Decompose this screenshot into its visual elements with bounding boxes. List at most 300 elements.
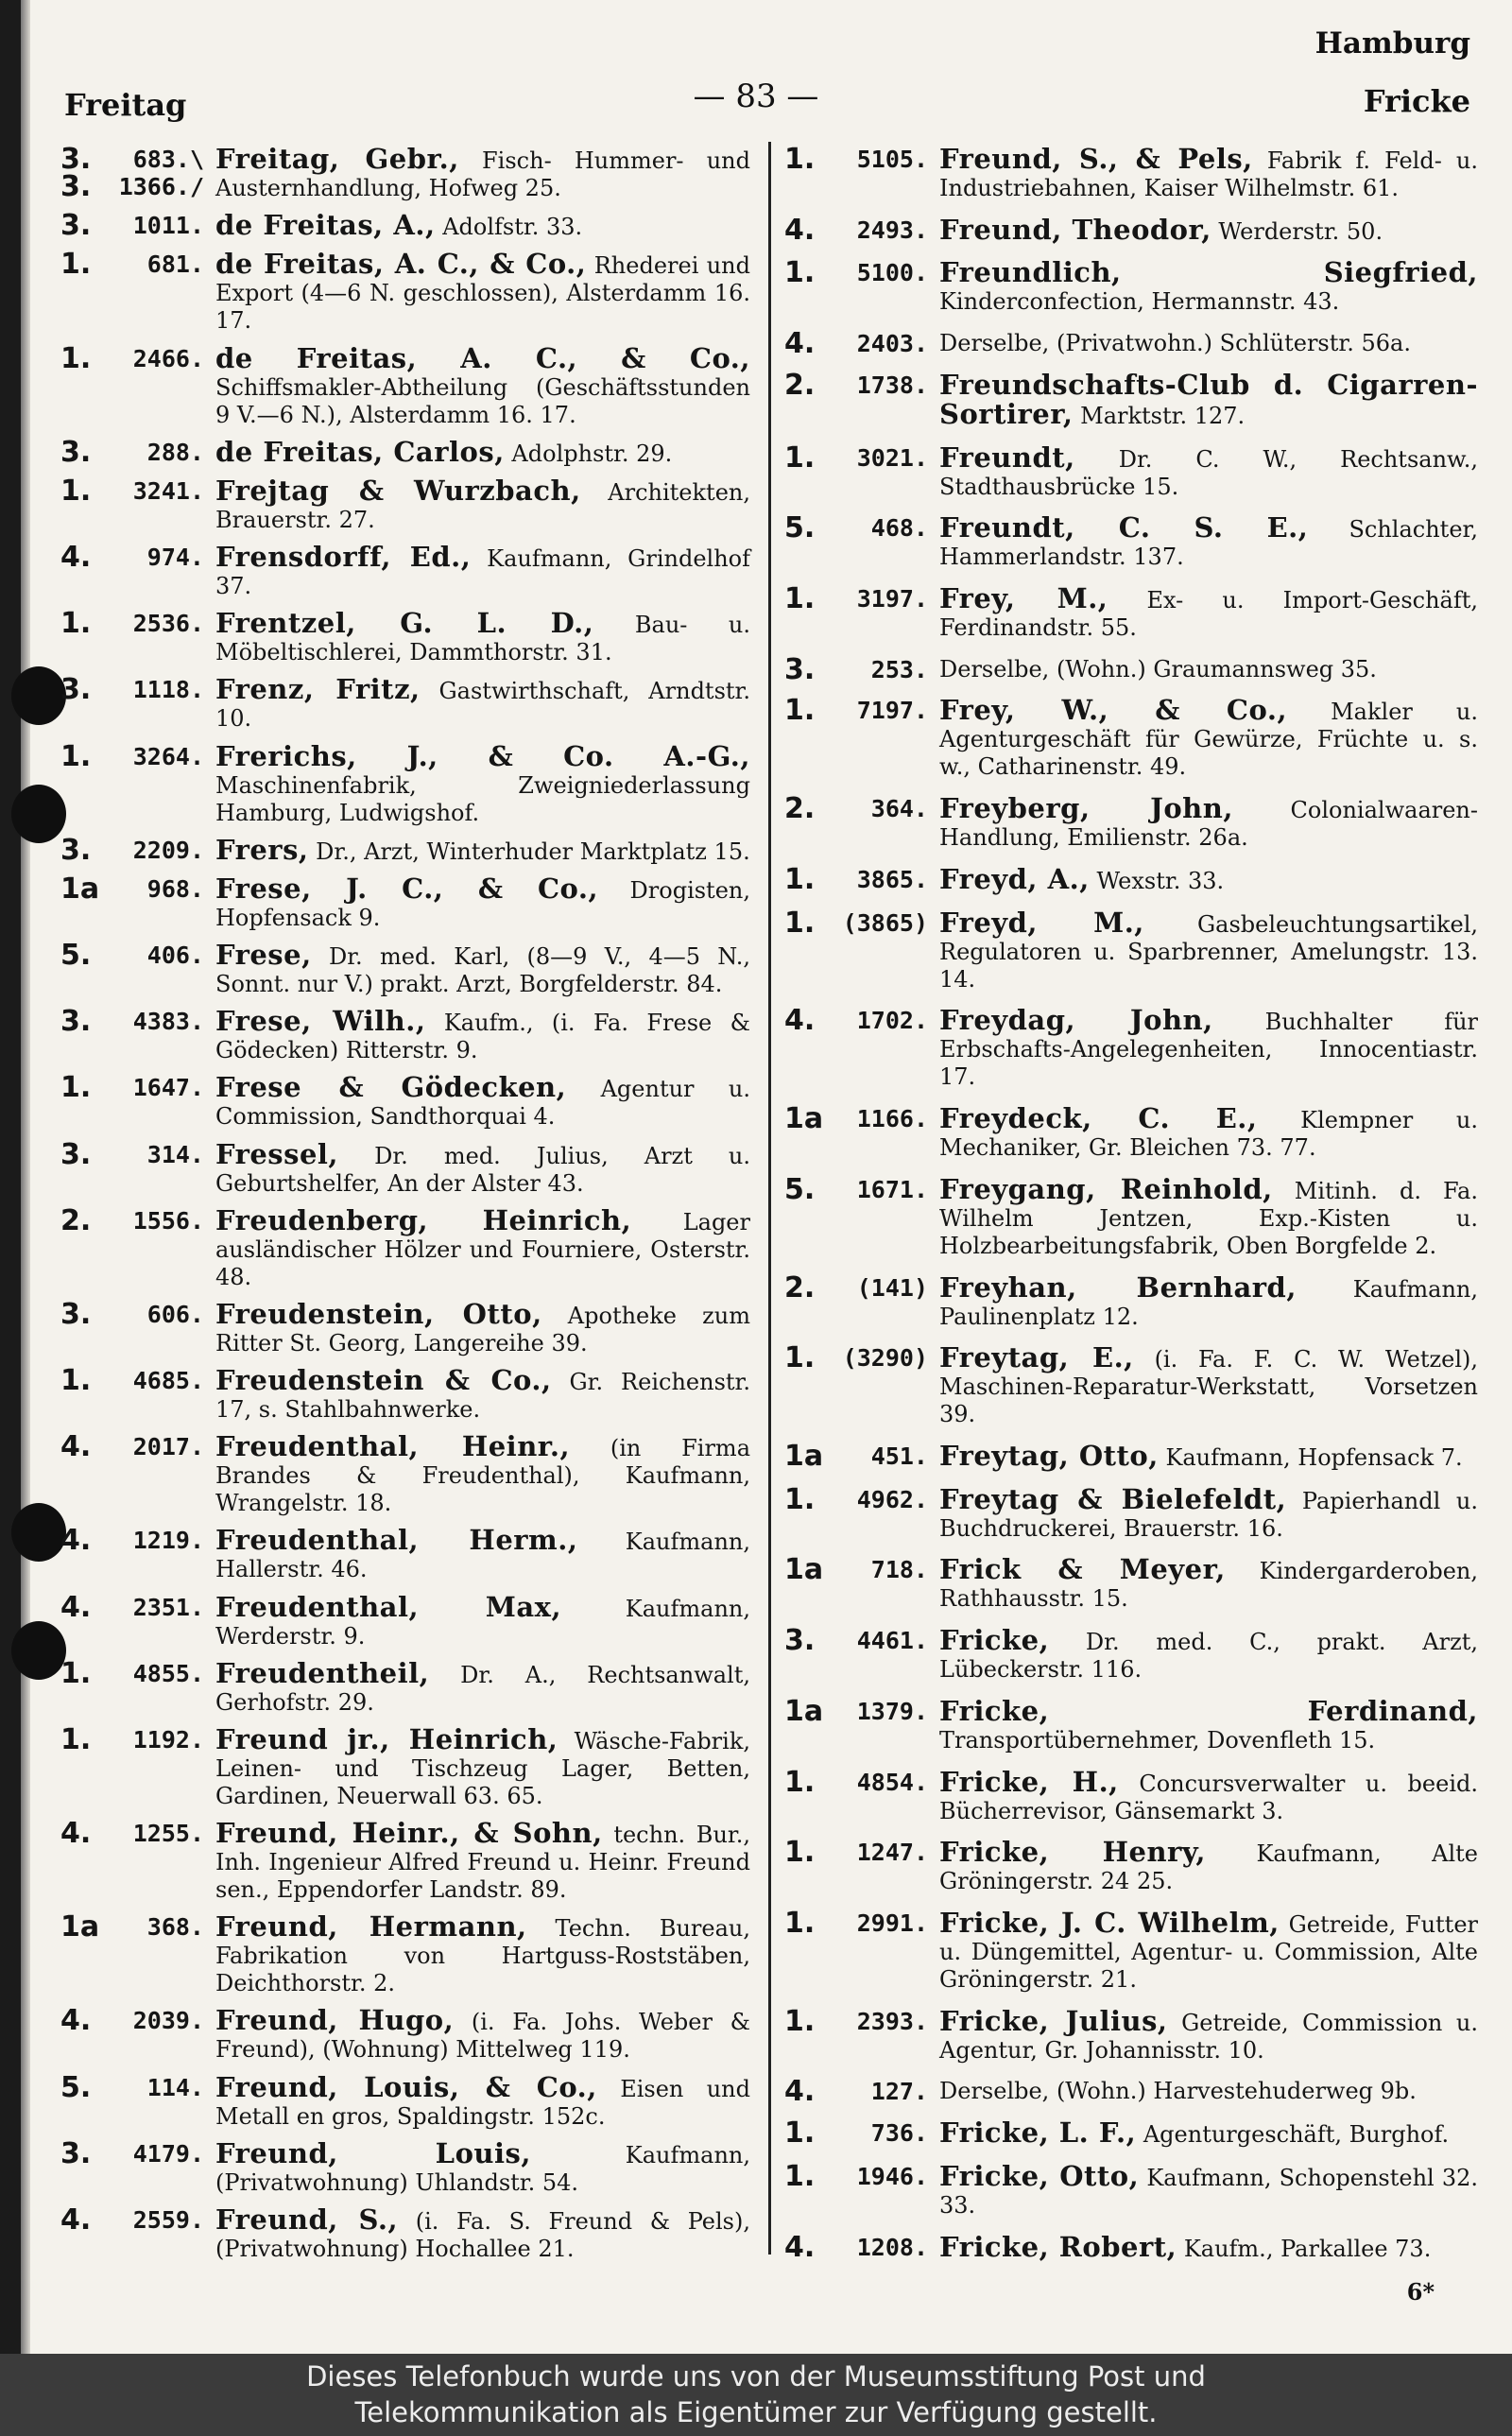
directory-entry — [784, 582, 1478, 642]
district-number: 1. — [784, 2116, 816, 2151]
phone-number: 606. — [146, 1300, 204, 1328]
subscriber-name: Freytag, E., — [939, 1341, 1134, 1374]
phone-number: 7197. — [856, 697, 928, 725]
subscriber-details: Ex- u. Import-Geschäft, Ferdinandstr. 55. — [939, 587, 1478, 642]
subscriber-name: Fricke, L. F., — [939, 2116, 1137, 2150]
phone-number: 288. — [146, 438, 204, 466]
district-number: 4. — [784, 1004, 816, 1038]
phone-number: 4962. — [856, 1485, 928, 1513]
entry-text — [939, 1102, 1479, 1162]
footer-text: Dieses Telefonbuch wurde uns von der Museumsstiftung Post und Telekommunikation als Eigentümer zur Verfügung gestellt. — [306, 2360, 1206, 2428]
phone-number: 4461. — [856, 1627, 928, 1655]
subscriber-details: Gasbeleuchtungsartikel, Regulatoren u. Sparbrenner, Amelungstr. 13. 14. — [939, 910, 1478, 993]
directory-entry — [784, 1270, 1478, 1331]
subscriber-name: Freudentheil, — [215, 1656, 430, 1689]
subscriber-name: Frese & Gödecken, — [215, 1071, 567, 1104]
entry-text — [215, 209, 750, 242]
phone-number: (141) — [856, 1273, 928, 1302]
subscriber-name: Frese, — [215, 939, 312, 972]
directory-entry — [784, 1906, 1478, 1994]
subscriber-name: Freund, Louis, — [215, 2136, 531, 2169]
entry-text — [939, 1270, 1478, 1331]
region-header: Hamburg — [1314, 26, 1470, 60]
entry-text — [939, 1765, 1478, 1825]
entry-text — [939, 1694, 1478, 1754]
subscriber-name: Freitag, Gebr., — [215, 143, 459, 175]
entry-text — [939, 1482, 1479, 1543]
entry-text — [939, 694, 1478, 781]
district-number: 1. — [784, 143, 816, 176]
district-number: 4. — [60, 1430, 92, 1464]
subscriber-details: Kindergarderoben, Rathhausstr. 15. — [939, 1558, 1478, 1613]
directory-entry — [784, 694, 1478, 781]
subscriber-name: Freundlich, Siegfried, — [939, 256, 1478, 289]
entry-text — [939, 1836, 1478, 1895]
phone-number: 4685. — [132, 1367, 204, 1395]
phone-number: 5100. — [856, 259, 928, 287]
district-number: 1a — [784, 1439, 824, 1473]
subscriber-name: Freudenstein & Co., — [215, 1364, 552, 1397]
phone-number: 1556. — [132, 1206, 204, 1235]
subscriber-details: Papierhandl u. Buchdruckerei, Brauerstr. 16. — [939, 1487, 1479, 1542]
directory-entry — [60, 1656, 750, 1717]
entry-text — [939, 1906, 1478, 1994]
phone-number: 974. — [146, 544, 204, 572]
district-number: 5. — [784, 511, 816, 545]
entry-text — [939, 1624, 1478, 1684]
district-number: 1a — [60, 872, 100, 906]
entry-text — [939, 656, 1478, 683]
signature-mark: 6* — [1406, 2278, 1435, 2306]
directory-entry — [60, 1590, 750, 1650]
entry-text — [215, 2136, 750, 2197]
directory-entry — [60, 209, 750, 243]
directory-entry — [60, 248, 750, 335]
entry-text — [215, 1071, 750, 1131]
directory-entry — [60, 2203, 750, 2263]
subscriber-name: Freyberg, John, — [939, 792, 1233, 825]
directory-entry — [60, 673, 750, 733]
entry-text — [215, 474, 750, 534]
subscriber-details: Kaufmann, Grindelhof 37. — [215, 545, 750, 600]
binding-hole — [11, 785, 66, 843]
subscriber-name: Freudenthal, Max, — [215, 1590, 562, 1623]
district-number: 1. — [784, 1765, 816, 1799]
phone-number: 314. — [146, 1140, 204, 1168]
entry-text — [215, 1656, 750, 1717]
subscriber-name: Freyd, A., — [939, 862, 1090, 895]
phone-number: 451. — [870, 1442, 928, 1470]
entry-text — [939, 1341, 1478, 1428]
subscriber-name: Freund, S., & Pels, — [939, 143, 1253, 175]
district-number: 3. — [60, 209, 92, 243]
phone-number: 1208. — [856, 2233, 928, 2261]
phone-number: 114. — [146, 2073, 204, 2101]
phone-number: 1379. — [856, 1697, 928, 1725]
district-number: 1a — [784, 1553, 824, 1587]
directory-entry — [784, 792, 1478, 852]
directory-entry — [784, 256, 1478, 316]
district-number: 4. — [784, 327, 816, 361]
subscriber-details: Bau- u. Möbeltischlerei, Dammthorstr. 31. — [215, 612, 751, 666]
phone-number: 4383. — [132, 1008, 204, 1036]
district-number: 1. — [60, 341, 92, 375]
entry-text — [939, 862, 1478, 895]
subscriber-details: Makler u. Agenturgeschäft für Gewürze, Früchte u. s. w., Catharinenstr. 49. — [939, 699, 1478, 781]
district-number: 3. — [60, 1297, 92, 1331]
subscriber-name: Freund, Heinr., & Sohn, — [215, 1817, 603, 1850]
district-number: 1a — [60, 1910, 100, 1944]
subscriber-details: Marktstr. 127. — [1073, 402, 1246, 429]
subscriber-name: Freund jr., Heinrich, — [215, 1722, 558, 1755]
subscriber-details: Derselbe, (Wohn.) Graumannsweg 35. — [939, 655, 1377, 682]
phone-number: 2493. — [856, 216, 928, 244]
phone-number: 1192. — [132, 1725, 204, 1754]
subscriber-details: Architekten, Brauerstr. 27. — [215, 478, 750, 533]
directory-entry — [60, 2004, 750, 2064]
phone-number: 2536. — [132, 610, 204, 638]
directory-entry — [784, 213, 1478, 247]
directory-entry — [60, 833, 750, 867]
subscriber-details: Rhederei und Export (4—6 N. geschlossen), Alsterdamm 16. 17. — [215, 252, 750, 335]
entry-text — [215, 1524, 750, 1583]
subscriber-details: Derselbe, (Privatwohn.) Schlüterstr. 56a. — [939, 330, 1411, 357]
directory-entry — [784, 143, 1478, 202]
entry-text — [215, 341, 750, 429]
entry-text — [215, 1137, 750, 1198]
subscriber-name: Frejtag & Wurzbach, — [215, 474, 581, 507]
entry-text — [939, 792, 1478, 852]
subscriber-name: Freund, Louis, & Co., — [215, 2070, 597, 2103]
entry-text — [939, 368, 1478, 430]
subscriber-name: Fricke, Julius, — [939, 2004, 1168, 2037]
district-number: 1. — [784, 906, 816, 940]
subscriber-name: Freundschafts-Club d. Cigarren-Sortirer, — [939, 368, 1478, 430]
directory-entry — [60, 143, 750, 203]
subscriber-name: Fressel, — [215, 1137, 339, 1170]
subscriber-details: Dr. C. W., Rechtsanw., Stadthausbrücke 15. — [939, 445, 1478, 500]
subscriber-name: Fricke, Robert, — [939, 2230, 1177, 2263]
entry-text — [939, 1439, 1478, 1472]
subscriber-details: techn. Bur., Inh. Ingenieur Alfred Freund u. Heinr. Freund sen., Eppendorfer Landstr. 89. — [215, 1822, 750, 1904]
subscriber-details: Drogisten, Hopfensack 9. — [215, 876, 750, 931]
subscriber-details: Colonialwaaren-Handlung, Emilienstr. 26a. — [939, 797, 1478, 852]
directory-entry — [784, 1102, 1479, 1162]
entry-text — [215, 833, 750, 866]
subscriber-details: Kaufmann, Hopfensack 7. — [1158, 1443, 1463, 1471]
directory-entry — [60, 1430, 750, 1517]
phone-number: 2403. — [856, 330, 928, 358]
directory-entry — [784, 862, 1478, 896]
entry-text — [215, 673, 750, 733]
subscriber-name: Freytag & Bielefeldt, — [939, 1482, 1287, 1515]
entry-text — [215, 1364, 750, 1424]
phone-number: 1166. — [856, 1105, 928, 1133]
phone-number: 1738. — [856, 371, 928, 399]
district-number: 1. — [784, 1482, 816, 1516]
entry-text — [939, 1172, 1478, 1260]
directory-entry — [784, 1624, 1478, 1684]
entry-text — [215, 1722, 750, 1810]
directory-entry — [60, 2136, 750, 2197]
phone-number: 2351. — [132, 1593, 204, 1621]
directory-entry — [784, 1341, 1478, 1428]
subscriber-details: Kinderconfection, Hermannstr. 43. — [939, 288, 1340, 316]
subscriber-details: Schlachter, Hammerlandstr. 137. — [939, 516, 1478, 571]
subscriber-details: Kaufm., Parkallee 73. — [1177, 2235, 1432, 2262]
entry-text — [215, 939, 750, 998]
entry-text — [939, 2004, 1478, 2065]
subscriber-details: Kaufmann, Hallerstr. 46. — [215, 1529, 750, 1583]
district-number: 1. — [784, 862, 816, 896]
subscriber-details: Wexstr. 33. — [1089, 867, 1225, 894]
subscriber-name: Frenz, Fritz, — [215, 673, 421, 706]
subscriber-name: de Freitas, A. C., & Co., — [215, 341, 750, 374]
district-number: 3. — [60, 1005, 92, 1039]
subscriber-details: (in Firma Brandes & Freudenthal), Kaufmann, Wrangelstr. 18. — [215, 1435, 750, 1517]
directory-entry — [784, 2116, 1478, 2151]
phone-number: 3865. — [856, 865, 928, 893]
subscriber-name: de Freitas, A. C., & Co., — [215, 248, 587, 281]
district-number: 1a — [784, 1102, 824, 1136]
subscriber-details: Fisch- Hummer- und Austernhandlung, Hofweg 25. — [215, 147, 750, 201]
directory-entry — [60, 1817, 750, 1904]
district-number: 3. 3. — [60, 143, 92, 203]
page-edge-shadow — [21, 0, 30, 2354]
district-number: 4. — [60, 1817, 92, 1851]
directory-entry — [784, 1765, 1478, 1825]
district-number: 1. — [784, 694, 816, 728]
phone-number: 5105. — [856, 146, 928, 173]
subscriber-details: Agentur u. Commission, Sandthorquai 4. — [215, 1076, 750, 1131]
subscriber-name: Freudenthal, Heinr., — [215, 1430, 571, 1463]
directory-entry — [784, 1553, 1478, 1613]
district-number: 1. — [60, 474, 92, 508]
district-number: 3. — [60, 673, 92, 707]
entry-text — [215, 739, 750, 827]
subscriber-name: Freudenberg, Heinrich, — [215, 1203, 632, 1236]
entry-text — [939, 213, 1478, 246]
entry-text — [215, 2004, 750, 2064]
district-number: 3. — [60, 833, 92, 867]
district-number: 2. — [784, 792, 816, 826]
directory-entry — [784, 652, 1478, 686]
phone-number: 3241. — [132, 476, 204, 505]
district-number: 2. — [784, 368, 816, 402]
directory-entry — [784, 2004, 1478, 2065]
subscriber-details: Kaufmann, Alte Gröningerstr. 24 25. — [939, 1840, 1478, 1895]
entry-text — [215, 435, 750, 468]
phone-number: (3290) — [842, 1344, 928, 1373]
directory-entry — [60, 1203, 750, 1291]
district-number: 1. — [784, 256, 816, 290]
subscriber-name: Freyhan, Bernhard, — [939, 1270, 1297, 1304]
directory-entry — [784, 511, 1478, 571]
district-number: 3. — [60, 435, 92, 469]
page-number: — 83 — — [693, 78, 819, 115]
subscriber-details: Transportübernehmer, Dovenfleth 15. — [939, 1726, 1376, 1754]
district-number: 4. — [784, 213, 816, 247]
directory-entry — [784, 368, 1478, 430]
directory-entry — [60, 872, 750, 932]
subscriber-name: Freudenstein, Otto, — [215, 1297, 542, 1330]
directory-entry — [60, 1910, 750, 1997]
directory-entry — [60, 474, 750, 534]
phone-number: 4855. — [132, 1659, 204, 1687]
subscriber-details: Agenturgeschäft, Burghof. — [1136, 2121, 1450, 2149]
directory-entry — [784, 1694, 1478, 1754]
phone-number: 2466. — [132, 344, 204, 372]
directory-entry — [784, 1172, 1478, 1260]
subscriber-details: Techn. Bureau, Fabrikation von Hartguss-Roststäben, Deichthorstr. 2. — [215, 1915, 750, 1997]
column-divider — [768, 142, 771, 2255]
district-number: 4. — [60, 1590, 92, 1624]
directory-entry — [60, 739, 750, 827]
district-number: 4. — [60, 2203, 92, 2237]
directory-entry — [60, 1137, 750, 1198]
subscriber-details: Maschinenfabrik, Zweigniederlassung Hamburg, Ludwigshof. — [215, 771, 750, 826]
subscriber-name: Frensdorff, Ed., — [215, 541, 472, 574]
district-number: 1. — [60, 248, 92, 282]
binding-hole — [11, 1621, 66, 1680]
entry-text — [939, 256, 1478, 316]
entry-text — [939, 2078, 1478, 2105]
phone-number: 1946. — [856, 2162, 928, 2190]
book-spine — [0, 0, 21, 2354]
subscriber-details: (i. Fa. S. Freund & Pels), (Privatwohnung) Hochallee 21. — [215, 2207, 750, 2262]
district-number: 5. — [60, 2070, 92, 2104]
directory-entry — [60, 1005, 751, 1064]
phone-number: 2039. — [132, 2007, 204, 2035]
phone-number: 1255. — [132, 1820, 204, 1848]
phone-number: 1118. — [132, 676, 204, 704]
subscriber-details: Kaufmann, Werderstr. 9. — [215, 1595, 750, 1650]
district-number: 1. — [60, 1656, 92, 1690]
entry-text — [939, 2116, 1478, 2150]
phone-number: 683.\ 1366./ — [118, 146, 204, 200]
district-number: 5. — [784, 1172, 816, 1206]
entry-text — [215, 143, 750, 202]
district-number: 4. — [784, 2230, 816, 2264]
district-number: 1. — [60, 1364, 92, 1398]
phone-number: 1671. — [856, 1175, 928, 1203]
entry-text — [215, 541, 750, 600]
subscriber-details: Apotheke zum Ritter St. Georg, Langereihe 39. — [215, 1302, 750, 1356]
subscriber-name: Frey, W., & Co., — [939, 694, 1288, 727]
subscriber-name: Frese, Wilh., — [215, 1005, 426, 1038]
subscriber-details: Dr. A., Rechtsanwalt, Gerhofstr. 29. — [215, 1661, 750, 1716]
phone-number: 2209. — [132, 836, 204, 864]
entry-text — [215, 1590, 750, 1650]
subscriber-name: Freytag, Otto, — [939, 1439, 1159, 1472]
entry-text — [939, 441, 1478, 501]
district-number: 4. — [60, 1524, 92, 1558]
district-number: 1a — [784, 1694, 824, 1728]
entry-text — [215, 1297, 750, 1357]
phone-number: 2991. — [856, 1909, 928, 1937]
subscriber-name: Frerichs, J., & Co. A.-G., — [215, 739, 750, 772]
entry-text — [215, 607, 751, 666]
subscriber-details: Adolphstr. 29. — [504, 440, 673, 467]
directory-entry — [784, 2230, 1478, 2264]
footer-notice — [0, 2354, 1512, 2436]
subscriber-details: Gr. Reichenstr. 17, s. Stahlbahnwerke. — [215, 1369, 750, 1424]
phone-number: 718. — [870, 1556, 928, 1584]
subscriber-details: Klempner u. Mechaniker, Gr. Bleichen 73. 77. — [939, 1107, 1479, 1162]
district-number: 1. — [60, 1071, 92, 1105]
entry-text — [939, 511, 1478, 571]
subscriber-details: Concursverwalter u. beeid. Bücherrevisor, Gänsemarkt 3. — [939, 1770, 1478, 1824]
subscriber-name: Frers, — [215, 833, 309, 866]
district-number: 2. — [784, 1270, 816, 1304]
phone-number: 1011. — [132, 212, 204, 240]
subscriber-name: Freundt, C. S. E., — [939, 511, 1309, 544]
subscriber-details: Lager ausländischer Hölzer und Fourniere, Osterstr. 48. — [215, 1208, 750, 1290]
subscriber-name: Fricke, Henry, — [939, 1836, 1206, 1869]
subscriber-name: Freyd, M., — [939, 906, 1144, 939]
entry-text — [215, 1910, 750, 1997]
subscriber-details: Eisen und Metall en gros, Spaldingstr. 152c. — [215, 2075, 750, 2130]
subscriber-details: Dr., Arzt, Winterhuder Marktplatz 15. — [308, 838, 750, 865]
phone-number: 1219. — [132, 1527, 204, 1555]
entry-text — [215, 248, 750, 335]
subscriber-details: Gastwirthschaft, Arndtstr. 10. — [215, 678, 750, 733]
phone-number: 2017. — [132, 1433, 204, 1461]
district-number: 1. — [60, 739, 92, 773]
phone-number: 681. — [146, 251, 204, 279]
directory-entry — [784, 327, 1478, 361]
directory-entry — [784, 1439, 1478, 1473]
subscriber-name: Freund, S., — [215, 2203, 399, 2236]
district-number: 3. — [60, 1137, 92, 1171]
subscriber-name: Fricke, Ferdinand, — [939, 1694, 1478, 1727]
district-number: 5. — [60, 939, 92, 973]
phone-number: 253. — [870, 655, 928, 683]
subscriber-details: Kaufmann, Paulinenplatz 12. — [939, 1275, 1478, 1330]
directory-entry — [60, 435, 750, 469]
entry-text — [215, 872, 750, 932]
district-number: 1. — [60, 1722, 92, 1756]
subscriber-details: Kaufmann, (Privatwohnung) Uhlandstr. 54. — [215, 2141, 750, 2196]
subscriber-details: (i. Fa. F. C. W. Wetzel), Maschinen-Reparatur-Werkstatt, Vorsetzen 39. — [939, 1346, 1478, 1428]
subscriber-name: Fricke, — [939, 1624, 1050, 1657]
right-running-head: Fricke — [1363, 83, 1470, 119]
subscriber-details: Dr. med. Julius, Arzt u. Geburtshelfer, An der Alster 43. — [215, 1142, 750, 1197]
subscriber-name: Freund, Hugo, — [215, 2004, 455, 2037]
subscriber-details: Fabrik f. Feld- u. Industriebahnen, Kaiser Wilhelmstr. 61. — [939, 147, 1478, 201]
entry-text — [939, 1004, 1479, 1091]
subscriber-name: Freydag, John, — [939, 1004, 1213, 1037]
phone-number: 364. — [870, 795, 928, 823]
subscriber-details: Schiffsmakler-Abtheilung (Geschäftsstunden 9 V.—6 N.), Alsterdamm 16. 17. — [215, 373, 750, 428]
directory-entry — [784, 441, 1478, 501]
district-number: 1. — [784, 1906, 816, 1940]
phone-number: 127. — [870, 2078, 928, 2106]
subscriber-details: Mitinh. d. Fa. Wilhelm Jentzen, Exp.-Kisten u. Holzbearbeitungsfabrik, Oben Borgfelde 2. — [939, 1177, 1478, 1259]
binding-hole — [11, 1503, 66, 1562]
district-number: 2. — [60, 1203, 92, 1237]
subscriber-name: Freund, Theodor, — [939, 213, 1211, 246]
subscriber-name: Freundt, — [939, 441, 1075, 474]
subscriber-name: Frick & Meyer, — [939, 1553, 1226, 1586]
directory-entry — [784, 1482, 1479, 1543]
phone-number: 736. — [870, 2119, 928, 2148]
entry-text — [939, 906, 1478, 993]
entry-text — [939, 1553, 1478, 1613]
phone-number: 968. — [146, 874, 204, 903]
directory-entry — [60, 1722, 750, 1810]
subscriber-details: Dr. med. C., prakt. Arzt, Lübeckerstr. 116. — [939, 1629, 1478, 1684]
